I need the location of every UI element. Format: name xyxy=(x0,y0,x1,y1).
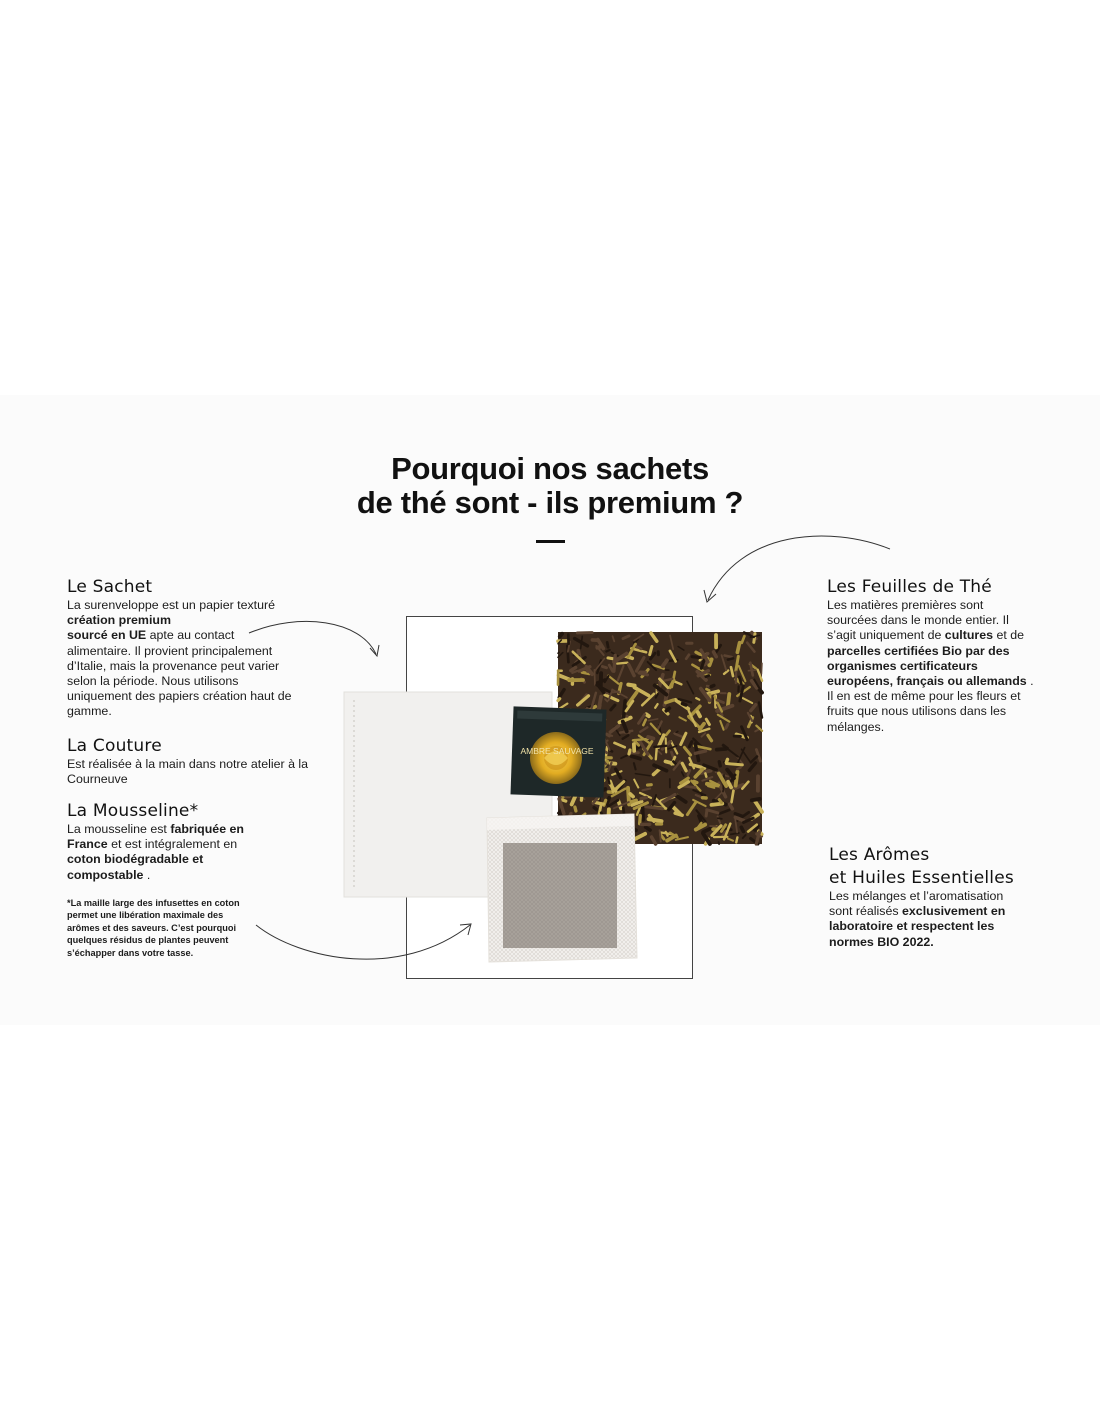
arrow-sachet xyxy=(249,621,376,654)
aromes-line: Les mélanges et l’aromatisation xyxy=(829,889,1004,903)
tea-leaf xyxy=(692,657,700,658)
tea-leaf xyxy=(696,698,699,700)
tea-leaf xyxy=(646,827,651,830)
tea-leaf xyxy=(725,656,732,658)
tea-leaf xyxy=(648,737,653,738)
tea-leaf xyxy=(698,712,700,716)
tea-leaf xyxy=(706,676,709,677)
tea-leaf xyxy=(630,794,633,797)
couture-line: Est réalisée à la main dans notre atelier à la xyxy=(67,757,309,771)
tea-leaf xyxy=(695,751,705,753)
tea-leaf xyxy=(736,837,737,842)
muslin-bag xyxy=(487,814,637,962)
tea-leaf xyxy=(640,816,641,824)
tea-leaf xyxy=(675,813,682,815)
tea-leaf xyxy=(707,689,710,690)
tea-leaf xyxy=(666,708,669,711)
aromes-bold: exclusivement en xyxy=(902,904,1006,919)
tea-leaf xyxy=(558,652,559,653)
tea-leaf xyxy=(606,650,609,651)
mousseline-bold: fabriquée en xyxy=(170,822,244,836)
tea-leaf xyxy=(683,704,686,705)
page-title-line-2: de thé sont - ils premium ? xyxy=(356,485,744,520)
tea-leaf xyxy=(727,764,743,765)
feuilles-line: s’agit uniquement de xyxy=(827,628,945,643)
mousseline-line: et est intégralement en xyxy=(107,837,238,852)
tea-leaf xyxy=(594,670,595,685)
footnote-line: *La maille large des infusettes en coton xyxy=(67,898,240,908)
tea-leaf xyxy=(650,647,652,655)
tea-leaf xyxy=(737,643,739,653)
tea-leaf xyxy=(666,700,674,703)
tea-leaf xyxy=(719,842,720,844)
tea-leaf xyxy=(688,770,690,775)
feuilles-bold: cultures xyxy=(944,628,993,643)
product-label-text: AMBRE SAUVAGE xyxy=(520,746,594,756)
feuilles-bold: européens, français ou allemands xyxy=(827,674,1027,689)
sachet-line: La surenveloppe est un papier texturé xyxy=(67,598,276,612)
aromes-heading-2: et Huiles Essentielles xyxy=(829,868,1014,888)
tea-leaf xyxy=(714,652,717,657)
tea-leaf xyxy=(597,647,601,648)
footnote-line: arômes et des saveurs. C’est pourquoi xyxy=(67,922,237,933)
feuilles-bold: parcelles certifiées Bio par des xyxy=(827,643,1010,658)
tea-leaf xyxy=(633,739,648,740)
sachet-bold: sourcé en UE xyxy=(67,628,147,643)
aromes-bold: normes BIO 2022. xyxy=(829,934,934,949)
mousseline-line: . xyxy=(143,867,151,882)
mousseline-bold: compostable xyxy=(67,867,144,882)
aromes-heading-1: Les Arômes xyxy=(829,845,930,865)
tea-leaf xyxy=(709,659,711,665)
tea-leaf xyxy=(718,818,722,819)
tea-leaf xyxy=(575,807,576,811)
feuilles-line: fruits que nous utilisons dans les xyxy=(827,704,1007,719)
sachet-line: d’Italie, mais la provenance peut varier xyxy=(67,658,280,673)
tea-leaf xyxy=(631,756,640,759)
tea-leaf xyxy=(735,814,742,816)
footnote-line: permet une libération maximale des xyxy=(67,910,224,921)
tea-leaf xyxy=(641,798,646,799)
feuilles-line: et de xyxy=(993,628,1025,643)
feuilles-line: Il en est de même pour les fleurs et xyxy=(827,689,1021,704)
feuilles-line: mélanges. xyxy=(827,719,885,734)
couture-line: Courneuve xyxy=(67,772,128,787)
tea-leaf xyxy=(730,804,733,809)
page-title-line-1: Pourquoi nos sachets xyxy=(391,451,709,486)
sachet-heading: Le Sachet xyxy=(67,577,153,597)
mousseline-bold: coton biodégradable et xyxy=(67,852,204,867)
tea-leaf xyxy=(689,742,691,747)
mousseline-line: La mousseline est xyxy=(67,822,171,836)
feuilles-bold: organismes certificateurs xyxy=(827,658,978,673)
tea-leaf xyxy=(728,658,733,659)
tea-leaf xyxy=(726,724,728,728)
tea-leaf xyxy=(607,734,610,736)
feuilles-heading: Les Feuilles de Thé xyxy=(827,577,992,597)
sachet-line: alimentaire. Il provient principalement xyxy=(67,643,273,658)
sachet-line: gamme. xyxy=(67,704,112,719)
tea-leaf xyxy=(629,750,630,754)
tea-leaf xyxy=(617,663,627,664)
aromes-bold: laboratoire et respectent les xyxy=(829,919,995,934)
footnote-line: quelques résidus de plantes peuvent xyxy=(67,935,229,946)
tea-leaf xyxy=(711,685,714,686)
tea-leaf xyxy=(705,773,706,776)
tea-leaf xyxy=(594,808,597,810)
tea-leaf xyxy=(749,670,756,671)
sachet-line: apte au contact xyxy=(146,628,235,643)
feuilles-line: sourcées dans le monde entier. Il xyxy=(827,613,1009,628)
tea-leaf xyxy=(660,830,661,841)
tea-leaf xyxy=(646,714,649,716)
footnote-line: s’échapper dans votre tasse. xyxy=(67,947,194,958)
product-label-card xyxy=(510,706,606,797)
couture-heading: La Couture xyxy=(67,736,162,756)
mousseline-bold: France xyxy=(67,837,108,852)
sachet-bold: création premium xyxy=(67,613,171,628)
tea-leaf xyxy=(656,747,657,759)
tea-leaf xyxy=(755,730,758,732)
feuilles-line: . xyxy=(1026,674,1034,689)
sachet-line: selon la période. Nous utilisons xyxy=(67,674,239,689)
tea-leaf xyxy=(624,701,625,717)
tea-leaf xyxy=(654,746,666,747)
arrow-feuilles xyxy=(708,536,890,600)
tea-leaf xyxy=(602,667,606,668)
tea-leaf xyxy=(719,800,721,803)
aromes-line: sont réalisés xyxy=(829,904,903,919)
tea-leaf xyxy=(560,634,562,637)
feuilles-line: Les matières premières sont xyxy=(827,598,984,612)
tea-leaf xyxy=(607,798,609,804)
tea-leaf xyxy=(643,807,644,820)
tea-leaf xyxy=(717,749,726,750)
mousseline-heading: La Mousseline* xyxy=(67,801,199,821)
tea-leaf xyxy=(728,782,731,788)
tea-leaf xyxy=(752,799,760,800)
tea-leaf xyxy=(719,762,720,766)
tea-leaf xyxy=(646,807,663,809)
tea-leaf xyxy=(672,752,674,757)
tea-leaf xyxy=(761,663,762,674)
tea-leaf xyxy=(741,827,743,831)
sachet-line: uniquement des papiers création haut de xyxy=(67,689,292,704)
arrow-mousseline xyxy=(256,925,470,959)
tea-leaf xyxy=(607,642,608,647)
tea-leaf xyxy=(737,768,741,770)
tea-leaf xyxy=(558,699,560,701)
